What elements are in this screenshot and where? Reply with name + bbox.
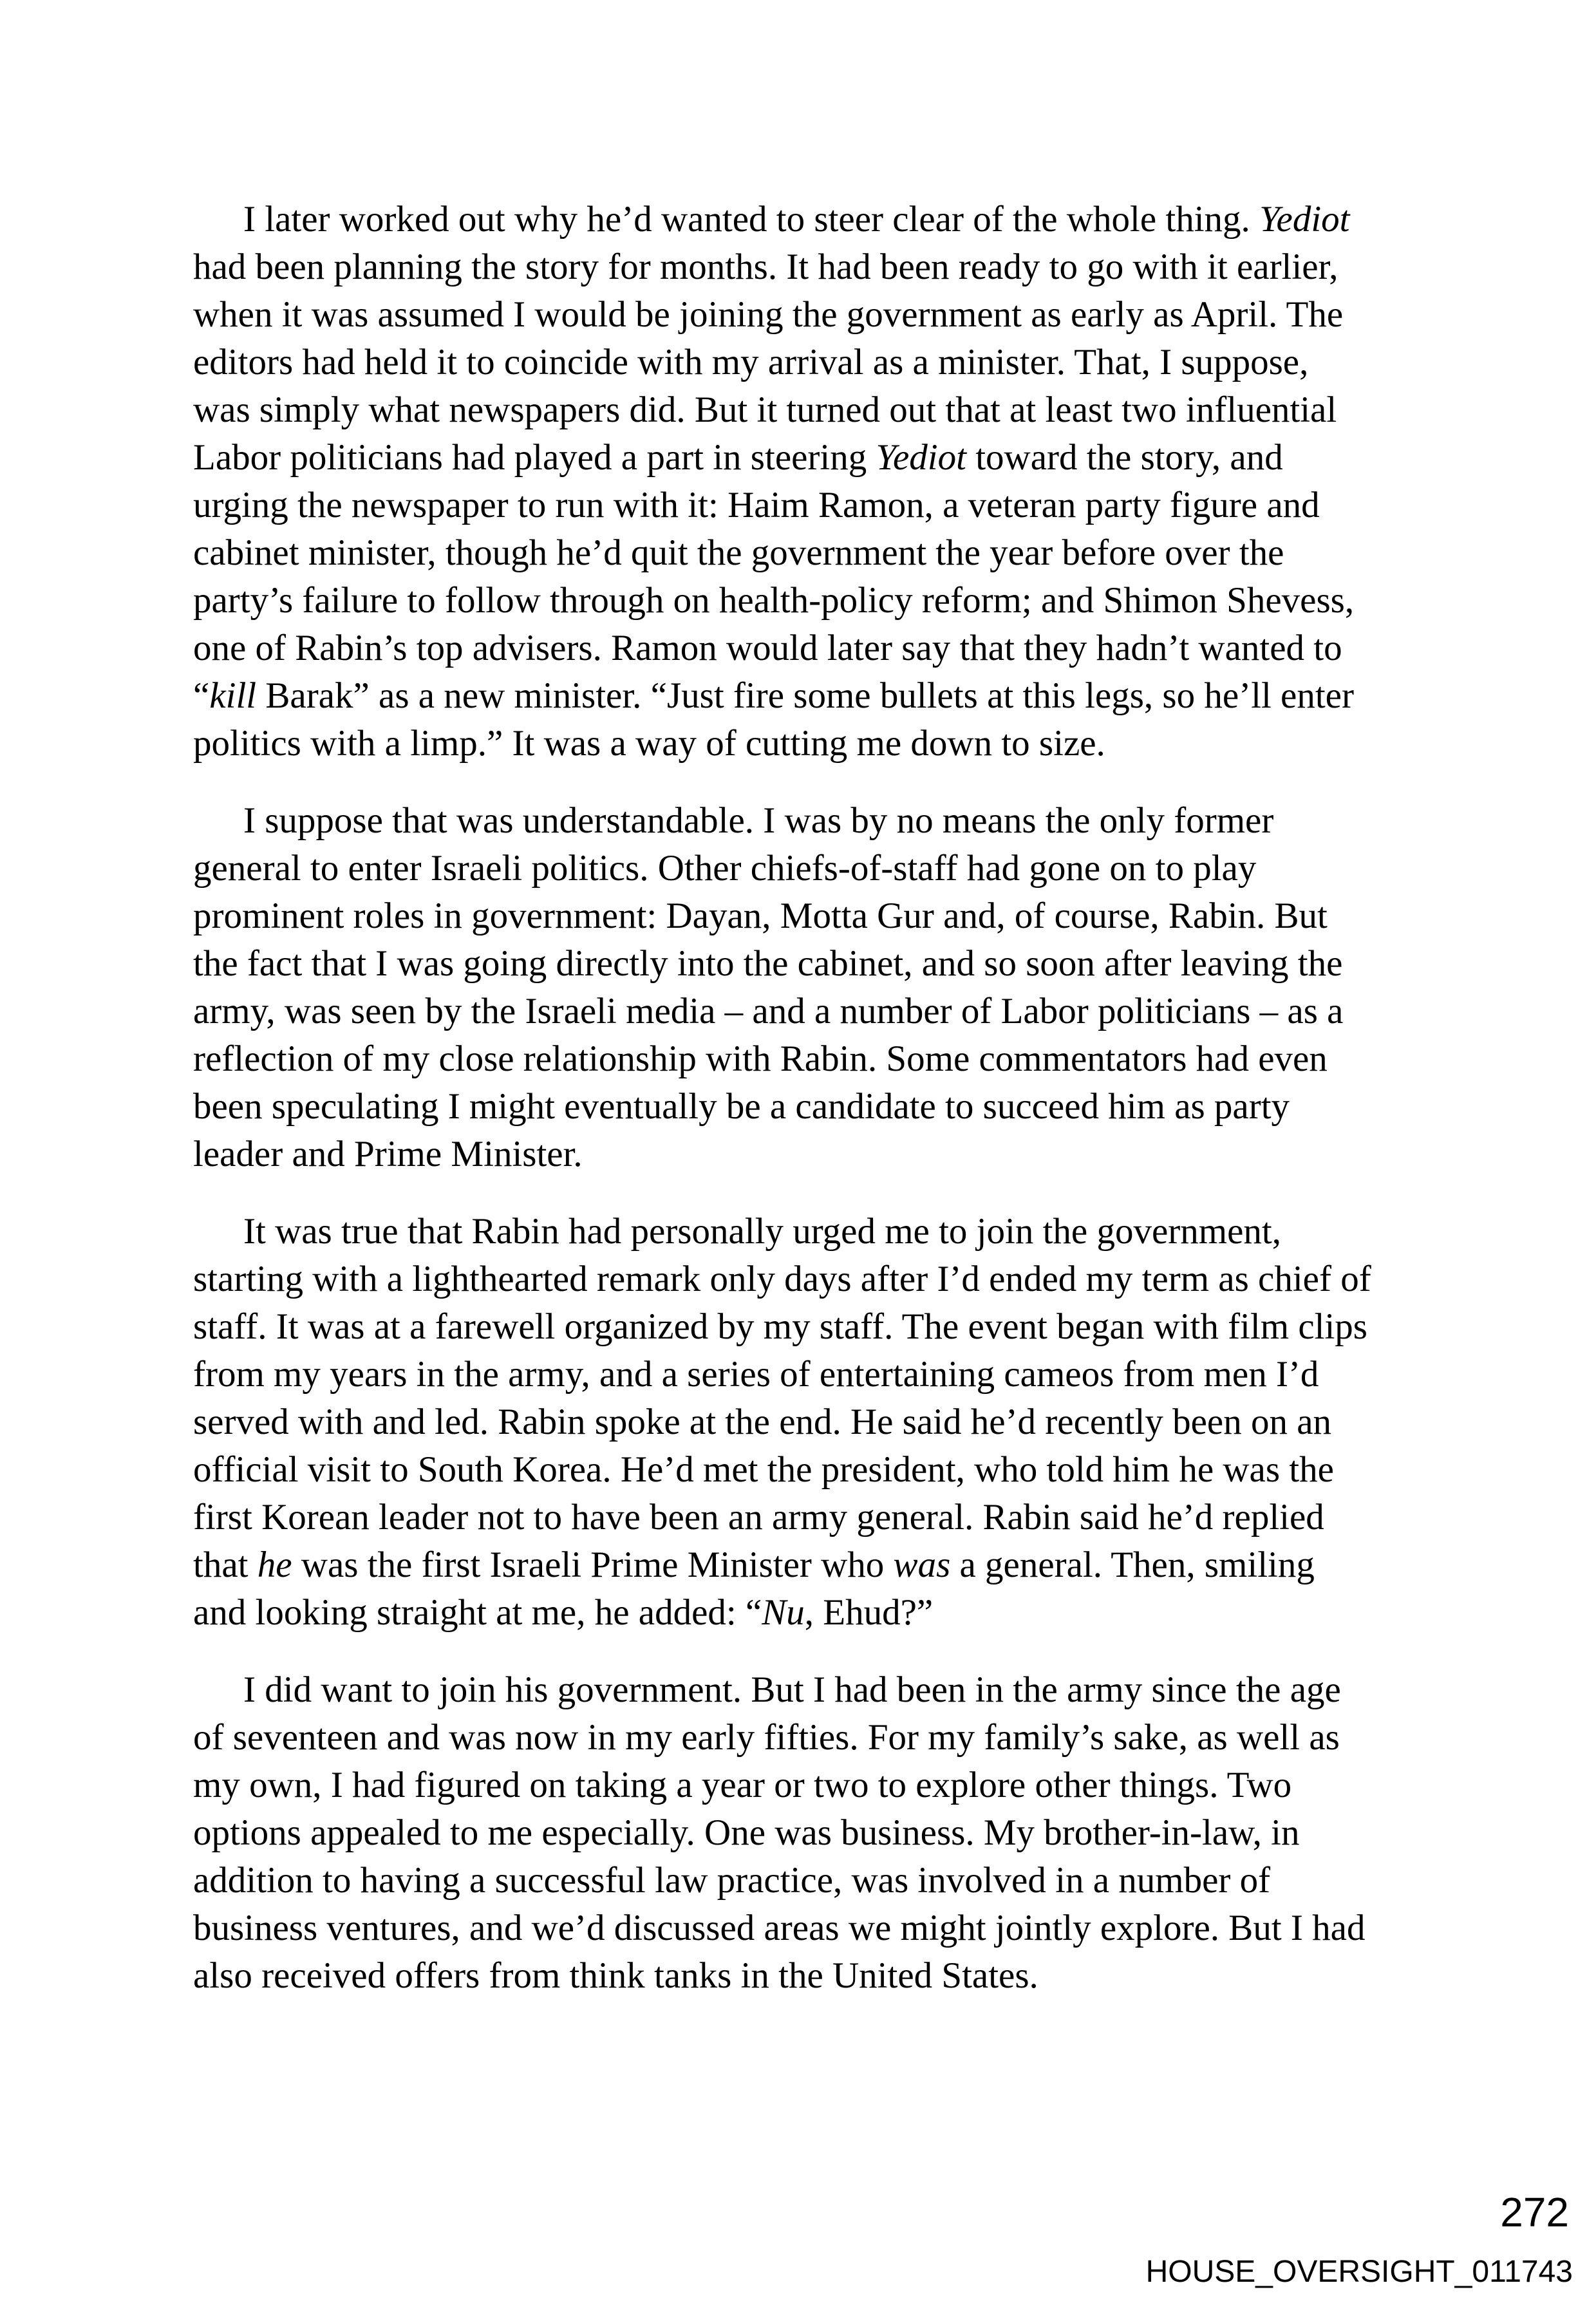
text-segment: business ventures, and we’d discussed areas we might jointly explore. But I had bbox=[193, 1908, 1366, 1948]
italic-text-segment: kill bbox=[209, 675, 257, 716]
text-line bbox=[193, 1952, 1455, 2000]
bates-stamp: HOUSE_OVERSIGHT_011743 bbox=[1145, 2255, 1573, 2289]
text-segment: leader and Prime Minister. bbox=[193, 1134, 583, 1174]
text-line bbox=[193, 1398, 1455, 1446]
paragraph bbox=[193, 1666, 1455, 2000]
page-text bbox=[193, 196, 1455, 2000]
text-segment: options appealed to me especially. One was business. My brother-in-law, in bbox=[193, 1812, 1300, 1853]
text-line bbox=[193, 1446, 1455, 1494]
text-line bbox=[193, 434, 1455, 482]
text-line bbox=[193, 1255, 1455, 1303]
text-line bbox=[193, 1541, 1455, 1589]
text-line bbox=[193, 1762, 1455, 1809]
text-segment: It was true that Rabin had personally urged me to join the government, bbox=[243, 1211, 1281, 1252]
text-segment: politics with a limp.” It was a way of cutting me down to size. bbox=[193, 723, 1105, 764]
text-line bbox=[193, 1131, 1455, 1178]
text-segment: had been planning the story for months. It had been ready to go with it earlier, bbox=[193, 247, 1338, 287]
text-segment: “ bbox=[193, 675, 210, 716]
text-line bbox=[193, 577, 1455, 625]
text-segment: cabinet minister, though he’d quit the government the year before over the bbox=[193, 532, 1284, 573]
text-segment: I suppose that was understandable. I was by no means the only former bbox=[243, 800, 1274, 841]
text-line bbox=[193, 1208, 1455, 1255]
text-segment: first Korean leader not to have been an army general. Rabin said he’d replied bbox=[193, 1497, 1324, 1537]
text-segment: Barak” as a new minister. “Just fire some bullets at this legs, so he’ll enter bbox=[256, 675, 1354, 716]
text-line bbox=[193, 1714, 1455, 1762]
text-line bbox=[193, 1083, 1455, 1131]
text-segment: toward the story, and bbox=[966, 437, 1283, 478]
text-line bbox=[193, 196, 1455, 243]
text-segment: that bbox=[193, 1545, 258, 1585]
text-line bbox=[193, 243, 1455, 291]
italic-text-segment: he bbox=[257, 1545, 292, 1585]
text-line bbox=[193, 940, 1455, 988]
text-line bbox=[193, 529, 1455, 577]
text-segment: was the first Israeli Prime Minister who bbox=[292, 1545, 894, 1585]
text-segment: party’s failure to follow through on health-policy reform; and Shimon Shevess, bbox=[193, 580, 1355, 621]
text-segment: been speculating I might eventually be a candidate to succeed him as party bbox=[193, 1086, 1290, 1127]
text-segment: official visit to South Korea. He’d met the president, who told him he was the bbox=[193, 1449, 1334, 1490]
text-segment: army, was seen by the Israeli media – and a number of Labor politicians – as a bbox=[193, 991, 1344, 1031]
text-line bbox=[193, 1494, 1455, 1541]
text-segment: , Ehud?” bbox=[804, 1592, 934, 1633]
text-segment: addition to having a successful law practice, was involved in a number of bbox=[193, 1860, 1271, 1901]
text-segment: prominent roles in government: Dayan, Motta Gur and, of course, Rabin. But bbox=[193, 896, 1328, 936]
text-segment: my own, I had figured on taking a year or two to explore other things. Two bbox=[193, 1765, 1292, 1805]
italic-text-segment: was bbox=[893, 1545, 951, 1585]
text-segment: editors had held it to coincide with my arrival as a minister. That, I suppose, bbox=[193, 342, 1309, 382]
text-line bbox=[193, 720, 1455, 767]
text-line bbox=[193, 797, 1455, 845]
page-number: 272 bbox=[1500, 2189, 1569, 2235]
text-segment: was simply what newspapers did. But it turned out that at least two influential bbox=[193, 390, 1337, 430]
text-line bbox=[193, 625, 1455, 672]
text-segment: general to enter Israeli politics. Other chiefs-of-staff had gone on to play bbox=[193, 848, 1257, 888]
text-segment: and looking straight at me, he added: “ bbox=[193, 1592, 762, 1633]
text-segment: reflection of my close relationship with Rabin. Some commentators had even bbox=[193, 1039, 1328, 1079]
text-line bbox=[193, 1303, 1455, 1351]
text-line bbox=[193, 1351, 1455, 1398]
text-line bbox=[193, 291, 1455, 339]
text-line bbox=[193, 386, 1455, 434]
text-line bbox=[193, 1904, 1455, 1952]
text-segment: staff. It was at a farewell organized by my staff. The event began with film clips bbox=[193, 1306, 1367, 1347]
text-segment: when it was assumed I would be joining the government as early as April. The bbox=[193, 294, 1344, 335]
paragraph bbox=[193, 1208, 1455, 1637]
text-segment: one of Rabin’s top advisers. Ramon would later say that they hadn’t wanted to bbox=[193, 628, 1342, 668]
text-segment: of seventeen and was now in my early fifties. For my family’s sake, as well as bbox=[193, 1717, 1340, 1758]
text-segment: I later worked out why he’d wanted to steer clear of the whole thing. bbox=[243, 199, 1260, 240]
text-line bbox=[193, 845, 1455, 892]
text-line bbox=[193, 672, 1455, 720]
text-line bbox=[193, 1035, 1455, 1083]
text-line bbox=[193, 1589, 1455, 1637]
text-line bbox=[193, 1857, 1455, 1904]
text-segment: Labor politicians had played a part in steering bbox=[193, 437, 876, 478]
text-segment: starting with a lighthearted remark only days after I’d ended my term as chief of bbox=[193, 1259, 1371, 1299]
text-segment: from my years in the army, and a series of entertaining cameos from men I’d bbox=[193, 1354, 1319, 1395]
paragraph bbox=[193, 797, 1455, 1178]
text-line bbox=[193, 339, 1455, 386]
text-line bbox=[193, 1809, 1455, 1857]
text-segment: served with and led. Rabin spoke at the end. He said he’d recently been on an bbox=[193, 1402, 1332, 1442]
text-line bbox=[193, 482, 1455, 529]
italic-text-segment: Yediot bbox=[876, 437, 966, 478]
paragraph bbox=[193, 196, 1455, 767]
italic-text-segment: Yediot bbox=[1259, 199, 1350, 240]
text-segment: the fact that I was going directly into the cabinet, and so soon after leaving the bbox=[193, 943, 1343, 984]
text-segment: also received offers from think tanks in the United States. bbox=[193, 1955, 1038, 1996]
text-segment: a general. Then, smiling bbox=[950, 1545, 1315, 1585]
text-line bbox=[193, 988, 1455, 1035]
italic-text-segment: Nu bbox=[762, 1592, 805, 1633]
text-segment: I did want to join his government. But I had been in the army since the age bbox=[243, 1669, 1341, 1710]
text-line bbox=[193, 892, 1455, 940]
text-segment: urging the newspaper to run with it: Haim Ramon, a veteran party figure and bbox=[193, 485, 1320, 525]
text-line bbox=[193, 1666, 1455, 1714]
